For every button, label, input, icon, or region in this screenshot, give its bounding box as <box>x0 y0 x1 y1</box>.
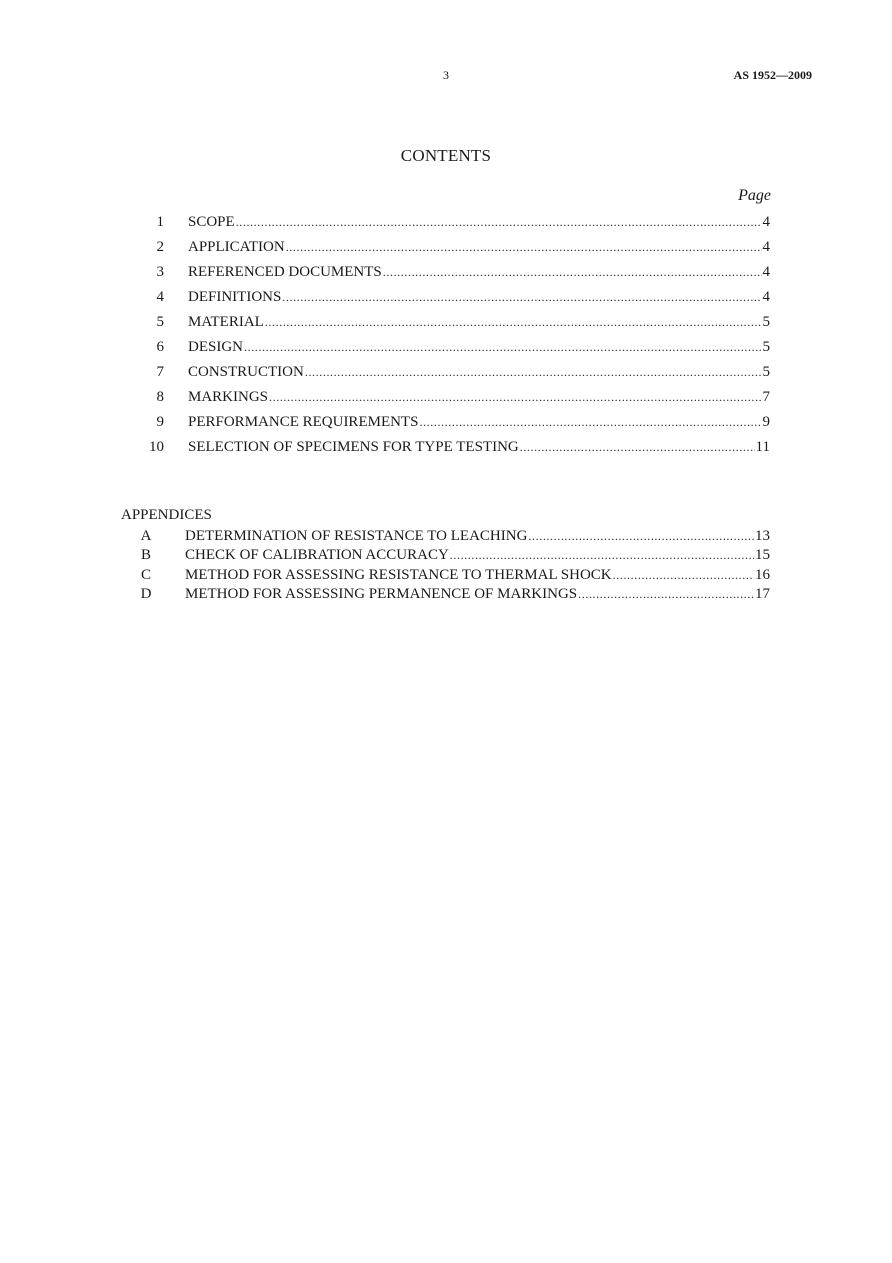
toc-section-entry <box>188 412 770 432</box>
toc-appendix-letter: D <box>140 586 152 602</box>
toc-appendix-title: METHOD FOR ASSESSING PERMANENCE OF MARKINGS <box>185 586 578 602</box>
toc-appendix-letter: A <box>140 528 152 544</box>
dot-leader <box>305 362 762 382</box>
toc-page-number: 7 <box>762 389 770 405</box>
toc-section-row <box>0 362 892 382</box>
toc-section-number: 8 <box>156 389 164 405</box>
toc-page-number: 4 <box>762 239 770 255</box>
dot-leader <box>282 287 761 307</box>
toc-section-title: APPLICATION <box>188 239 285 255</box>
dot-leader <box>236 212 762 232</box>
dot-leader <box>286 237 762 257</box>
toc-appendix-entry <box>185 565 770 585</box>
toc-page-number: 5 <box>762 364 770 380</box>
toc-section-row <box>0 437 892 457</box>
toc-page-number: 5 <box>762 314 770 330</box>
standard-identifier: AS 1952—2009 <box>733 68 812 82</box>
toc-section-title: DESIGN <box>188 339 243 355</box>
toc-page-number: 11 <box>755 439 770 455</box>
toc-section-entry <box>188 437 770 457</box>
toc-page-number: 4 <box>762 264 770 280</box>
dot-leader <box>520 437 755 457</box>
dot-leader <box>244 337 762 357</box>
toc-section-number: 6 <box>156 339 164 355</box>
toc-appendix-title: CHECK OF CALIBRATION ACCURACY <box>185 547 449 563</box>
page-column-label: Page <box>738 187 771 204</box>
dot-leader <box>265 312 762 332</box>
toc-section-number: 1 <box>156 214 164 230</box>
dot-leader <box>269 387 761 407</box>
toc-section-title: PERFORMANCE REQUIREMENTS <box>188 414 419 430</box>
toc-section-number: 7 <box>156 364 164 380</box>
toc-page-number: 15 <box>755 547 770 563</box>
toc-section-entry <box>188 387 770 407</box>
toc-section-number: 10 <box>149 439 164 455</box>
toc-section-title: SCOPE <box>188 214 235 230</box>
dot-leader <box>450 545 754 565</box>
contents-heading: CONTENTS <box>400 146 492 165</box>
toc-appendix-entry <box>185 526 770 546</box>
toc-section-row <box>0 387 892 407</box>
toc-section-entry <box>188 362 770 382</box>
toc-page-number: 4 <box>762 289 770 305</box>
toc-page-number: 17 <box>755 586 770 602</box>
dot-leader <box>578 584 754 604</box>
toc-section-title: SELECTION OF SPECIMENS FOR TYPE TESTING <box>188 439 519 455</box>
toc-section-row <box>0 312 892 332</box>
toc-section-title: DEFINITIONS <box>188 289 282 305</box>
toc-page-number: 13 <box>755 528 770 544</box>
toc-section-row <box>0 287 892 307</box>
toc-section-row <box>0 212 892 232</box>
toc-section-entry <box>188 312 770 332</box>
toc-page-number: 4 <box>762 214 770 230</box>
toc-section-entry <box>188 337 770 357</box>
toc-page-number: 16 <box>755 567 770 583</box>
toc-section-title: MARKINGS <box>188 389 269 405</box>
toc-appendix-title: DETERMINATION OF RESISTANCE TO LEACHING <box>185 528 528 544</box>
toc-section-row <box>0 262 892 282</box>
toc-appendix-row <box>0 565 892 585</box>
toc-section-row <box>0 412 892 432</box>
toc-appendix-title: METHOD FOR ASSESSING RESISTANCE TO THERMAL SHOCK <box>185 567 612 583</box>
toc-page-number: 9 <box>762 414 770 430</box>
toc-appendix-letter: B <box>140 547 151 563</box>
appendices-heading: APPENDICES <box>121 507 212 523</box>
toc-section-entry <box>188 237 770 257</box>
toc-appendix-row <box>0 526 892 546</box>
toc-section-number: 9 <box>156 414 164 430</box>
toc-appendix-row <box>0 545 892 565</box>
toc-section-number: 2 <box>156 239 164 255</box>
toc-section-title: MATERIAL <box>188 314 264 330</box>
toc-appendix-row <box>0 584 892 604</box>
toc-section-entry <box>188 212 770 232</box>
toc-appendix-letter: C <box>140 567 151 583</box>
dot-leader <box>528 526 754 546</box>
dot-leader <box>613 565 754 585</box>
toc-page-number: 5 <box>762 339 770 355</box>
toc-appendix-entry <box>185 545 770 565</box>
toc-section-number: 5 <box>156 314 164 330</box>
toc-section-row <box>0 237 892 257</box>
toc-section-entry <box>188 262 770 282</box>
page-number: 3 <box>443 68 449 82</box>
dot-leader <box>383 262 762 282</box>
dot-leader <box>419 412 761 432</box>
toc-section-number: 4 <box>156 289 164 305</box>
toc-section-row <box>0 337 892 357</box>
toc-section-entry <box>188 287 770 307</box>
toc-appendix-entry <box>185 584 770 604</box>
toc-section-number: 3 <box>156 264 164 280</box>
toc-section-title: REFERENCED DOCUMENTS <box>188 264 382 280</box>
toc-section-title: CONSTRUCTION <box>188 364 304 380</box>
